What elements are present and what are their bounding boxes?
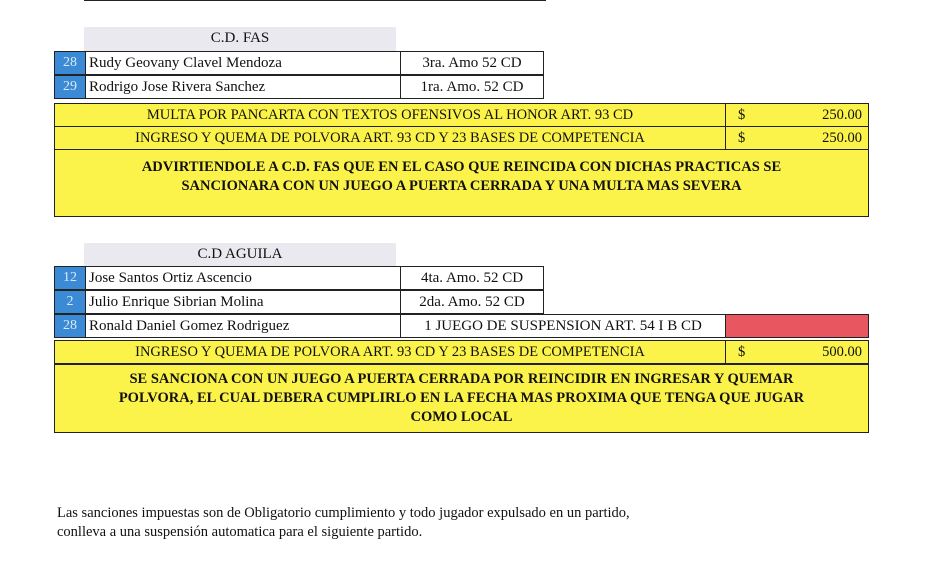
player-sanction: 3ra. Amo 52 CD xyxy=(422,55,522,71)
player-name: Rudy Geovany Clavel Mendoza xyxy=(86,52,401,74)
player-sanction: 1 JUEGO DE SUSPENSION ART. 54 I B CD xyxy=(424,318,702,334)
warning-notice-aguila xyxy=(54,364,869,433)
fine-currency: $ xyxy=(738,130,746,146)
fine-amount: 500.00 xyxy=(822,344,862,360)
player-name: Rodrigo Jose Rivera Sanchez xyxy=(86,76,401,98)
team-title-aguila: C.D AGUILA xyxy=(84,243,396,267)
player-row xyxy=(54,266,544,290)
player-name: Julio Enrique Sibrian Molina xyxy=(86,291,401,313)
player-number: 12 xyxy=(55,267,86,289)
notice-line: POLVORA, EL CUAL DEBERA CUMPLIRLO EN LA FECHA MAS PROXIMA QUE TENGA QUE JUGAR xyxy=(118,390,805,406)
notice-line: ADVIRTIENDOLE A C.D. FAS QUE EN EL CASO QUE REINCIDA CON DICHAS PRACTICAS SE xyxy=(141,159,782,175)
player-sanction: 1ra. Amo. 52 CD xyxy=(420,79,524,95)
team-title-fas: C.D. FAS xyxy=(84,27,396,51)
footer-line: conlleva a una suspensión automatica para el siguiente partido. xyxy=(57,524,423,540)
player-row xyxy=(54,51,544,75)
player-row xyxy=(54,314,726,338)
fine-currency: $ xyxy=(738,107,746,123)
player-number: 28 xyxy=(55,315,86,337)
fine-description: INGRESO Y QUEMA DE POLVORA ART. 93 CD Y 23 BASES DE COMPETENCIA xyxy=(55,127,726,149)
fine-row xyxy=(54,126,869,150)
notice-line: SANCIONARA CON UN JUEGO A PUERTA CERRADA Y UNA MULTA MAS SEVERA xyxy=(181,178,742,194)
player-number: 2 xyxy=(55,291,86,313)
footer-note xyxy=(57,504,917,542)
warning-notice-fas xyxy=(54,149,869,217)
alert-cell xyxy=(725,314,869,338)
player-sanction: 2da. Amo. 52 CD xyxy=(419,294,525,310)
fine-row xyxy=(54,103,869,127)
fine-description: MULTA POR PANCARTA CON TEXTOS OFENSIVOS AL HONOR ART. 93 CD xyxy=(55,104,726,126)
notice-line: COMO LOCAL xyxy=(410,409,513,425)
fine-row xyxy=(54,340,869,364)
player-sanction: 4ta. Amo. 52 CD xyxy=(420,270,524,286)
player-name: Ronald Daniel Gomez Rodriguez xyxy=(86,315,401,337)
fine-amount: 250.00 xyxy=(822,130,862,146)
player-row xyxy=(54,75,544,99)
player-number: 28 xyxy=(55,52,86,74)
player-number: 29 xyxy=(55,76,86,98)
fine-description: INGRESO Y QUEMA DE POLVORA ART. 93 CD Y 23 BASES DE COMPETENCIA xyxy=(55,341,726,363)
fine-currency: $ xyxy=(738,344,746,360)
player-name: Jose Santos Ortiz Ascencio xyxy=(86,267,401,289)
previous-table-border xyxy=(84,0,546,2)
footer-line: Las sanciones impuestas son de Obligatorio cumplimiento y todo jugador expulsado en un partido, xyxy=(57,505,630,521)
player-row xyxy=(54,290,544,314)
notice-line: SE SANCIONA CON UN JUEGO A PUERTA CERRADA POR REINCIDIR EN INGRESAR Y QUEMAR xyxy=(129,371,794,387)
fine-amount: 250.00 xyxy=(822,107,862,123)
